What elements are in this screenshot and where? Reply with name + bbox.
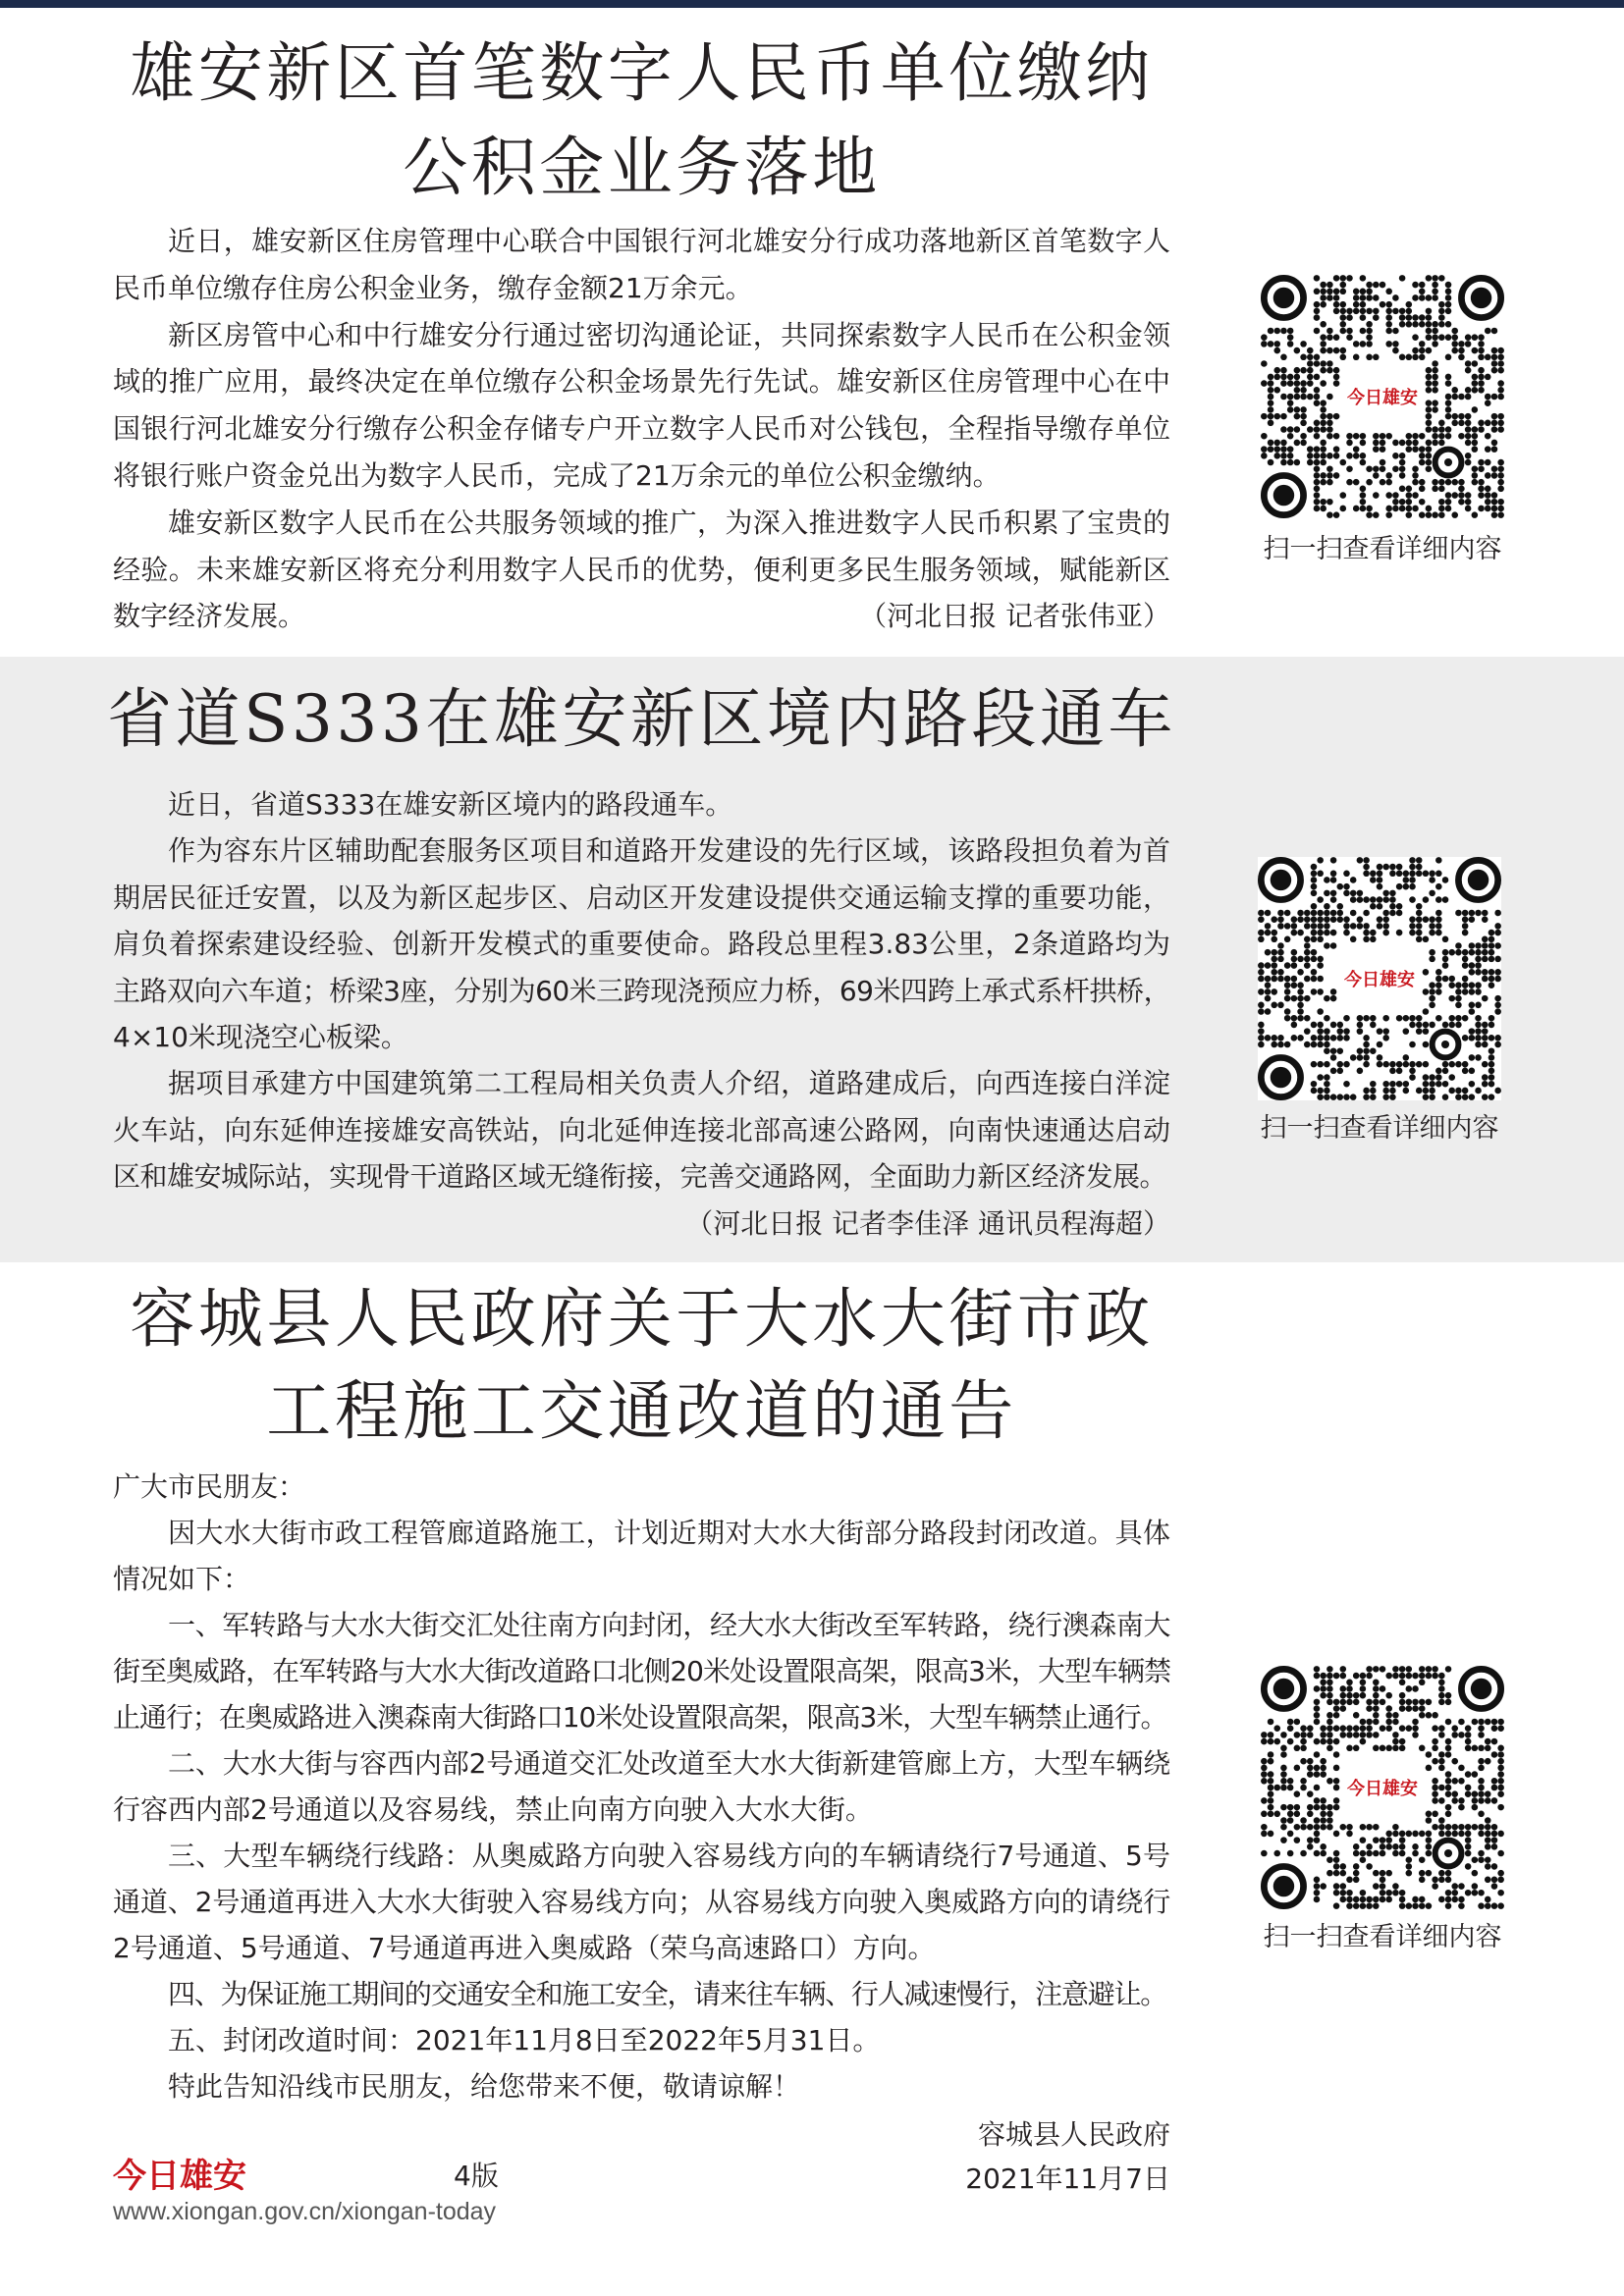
text-line: 作为容东片区辅助配套服务区项目和道路开发建设的先行区域，该路段担负着为首 (168, 834, 1170, 868)
text-line: 三、大型车辆绕行线路：从奥威路方向驶入容易线方向的车辆请绕行7号通道、5号 (168, 1840, 1170, 1872)
text-line: 4×10米现浇空心板梁。 (113, 1021, 408, 1054)
article-3-title (15, 1273, 1269, 1458)
text-line: 近日，省道S333在雄安新区境内的路段通车。 (168, 788, 733, 821)
qr-logo-text: 今日雄安 (1344, 970, 1415, 990)
top-bar (0, 0, 1624, 8)
qr-caption: 扫一扫查看详细内容 (1260, 1113, 1499, 1144)
text-line: 特此告知沿线市民朋友，给您带来不便，敬请谅解！ (168, 2070, 801, 2103)
text-line: 一、军转路与大水大街交汇处往南方向封闭，经大水大街改至军转路，绕行澳森南大 (168, 1609, 1170, 1641)
qr-finder-dot (1273, 485, 1294, 506)
qr-alignment-dot (1444, 458, 1452, 466)
article-3-body (113, 1464, 1170, 2109)
text-line: 民币单位缴存住房公积金业务，缴存金额21万余元。 (113, 271, 753, 304)
paragraph (113, 500, 1170, 640)
text-line: 街至奥威路，在军转路与大水大街改道路口北侧20米处设置限高架，限高3米，大型车辆禁 (113, 1655, 1170, 1687)
text-line: 二、大水大街与容西内部2号通道交汇处改道至大水大街新建管廊上方，大型车辆绕 (168, 1747, 1170, 1780)
text-line-with-source (113, 593, 1170, 640)
text-line: 国银行河北雄安分行缴存公积金存储专户开立数字人民币对公钱包，全程指导缴存单位 (113, 412, 1170, 446)
title-line: 雄安新区首笔数字人民币单位缴纳 (130, 35, 1154, 111)
qr-code (1261, 1666, 1504, 1909)
paragraph (113, 1740, 1170, 1833)
paragraph (113, 1602, 1170, 1740)
text-line: 2号通道、5号通道、7号通道再进入奥威路（荣乌高速路口）方向。 (113, 1932, 936, 1964)
text-line: 数字经济发展。 (113, 600, 306, 633)
article-source: （河北日报 记者张伟亚） (859, 600, 1170, 633)
qr-caption: 扫一扫查看详细内容 (1263, 534, 1502, 564)
qr-alignment-dot (1444, 1849, 1452, 1857)
text-line: 近日，雄安新区住房管理中心联合中国银行河北雄安分行成功落地新区首笔数字人 (168, 225, 1170, 257)
qr-code (1258, 857, 1501, 1100)
article-1-body (113, 218, 1170, 640)
qr-finder-dot (1273, 1876, 1294, 1896)
text-line: 五、封闭改道时间：2021年11月8日至2022年5月31日。 (168, 2024, 881, 2056)
qr-finder-dot (1271, 870, 1291, 890)
text-line: 域的推广应用，最终决定在单位缴存公积金场景先行先试。雄安新区住房管理中心在中 (113, 365, 1170, 399)
signature-date: 2021年11月7日 (965, 2163, 1170, 2195)
qr-logo-text: 今日雄安 (1347, 388, 1418, 408)
qr-finder-dot (1471, 1679, 1491, 1699)
article-source: （河北日报 记者李佳泽 通讯员程海超） (685, 1206, 1170, 1240)
newspaper-logo: 今日雄安 (113, 2157, 246, 2196)
text-line: 通道、2号通道再进入大水大街驶入容易线方向；从容易线方向驶入奥威路方向的请绕行 (113, 1886, 1170, 1918)
title-line: 省道S333在雄安新区境内路段通车 (107, 681, 1176, 757)
qr-finder-dot (1273, 288, 1294, 308)
article-2-title (15, 672, 1269, 767)
text-line: 行容西内部2号通道以及容易线，禁止向南方向驶入大水大街。 (113, 1793, 873, 1826)
qr-finder-dot (1471, 288, 1491, 308)
text-line: 止通行；在奥威路进入澳森南大街路口10米处设置限高架，限高3米，大型车辆禁止通行。 (113, 1701, 1167, 1734)
signature (113, 2112, 1170, 2201)
text-line: 因大水大街市政工程管廊道路施工，计划近期对大水大街部分路段封闭改道。具体 (168, 1517, 1170, 1549)
title-line: 公积金业务落地 (403, 130, 881, 205)
text-line: 肩负着探索建设经验、创新开发模式的重要使命。路段总里程3.83公里，2条道路均为 (113, 928, 1170, 961)
text-line: 将银行账户资金兑出为数字人民币，完成了21万余元的单位公积金缴纳。 (113, 458, 1001, 492)
text-line: 期居民征迁安置，以及为新区起步区、启动区开发建设提供交通运输支撑的重要功能， (113, 881, 1170, 914)
paragraph (113, 218, 1170, 312)
footer-url: www.xiongan.gov.cn/xiongan-today (113, 2198, 497, 2225)
paragraph (113, 312, 1170, 500)
paragraph (113, 1833, 1170, 1971)
paragraph (113, 1060, 1170, 1200)
paragraph (113, 2063, 1170, 2109)
paragraph (113, 2017, 1170, 2063)
text-line: 火车站，向东延伸连接雄安高铁站，向北延伸连接北部高速公路网，向南快速通达启动 (113, 1113, 1170, 1147)
signature-org: 容城县人民政府 (977, 2118, 1170, 2151)
title-line: 容城县人民政府关于大水大街市政 (130, 1281, 1154, 1357)
title-line: 工程施工交通改道的通告 (266, 1373, 1017, 1449)
qr-finder-dot (1271, 1067, 1291, 1088)
text-line: 新区房管中心和中行雄安分行通过密切沟通论证，共同探索数字人民币在公积金领 (168, 318, 1170, 351)
qr-alignment-dot (1441, 1041, 1449, 1048)
salutation: 广大市民朋友： (113, 1470, 306, 1503)
page-number: 4版 (454, 2160, 499, 2192)
article-1-title (15, 27, 1269, 215)
text-line: 雄安新区数字人民币在公共服务领域的推广，为深入推进数字人民币积累了宝贵的 (168, 506, 1170, 539)
qr-caption: 扫一扫查看详细内容 (1263, 1922, 1502, 1952)
article-2-body (113, 781, 1170, 1247)
paragraph (113, 781, 1170, 828)
text-line: 主路双向六车道；桥梁3座，分别为60米三跨现浇预应力桥，69米四跨上承式系杆拱桥， (113, 974, 1170, 1007)
qr-logo-text: 今日雄安 (1347, 1779, 1418, 1799)
text-line: 区和雄安城际站，实现骨干道路区域无缝衔接，完善交通路网，全面助力新区经济发展。 (113, 1160, 1167, 1194)
text-line: 情况如下： (113, 1563, 251, 1595)
qr-finder-dot (1468, 870, 1489, 890)
text-line: 据项目承建方中国建筑第二工程局相关负责人介绍，道路建成后，向西连接白洋淀 (168, 1067, 1170, 1100)
text-line: 经验。未来雄安新区将充分利用数字人民币的优势，便利更多民生服务领域，赋能新区 (113, 553, 1170, 586)
text-line: 四、为保证施工期间的交通安全和施工安全，请来往车辆、行人减速慢行，注意避让。 (168, 1978, 1166, 2010)
qr-finder-dot (1273, 1679, 1294, 1699)
qr-code (1261, 275, 1504, 518)
paragraph (113, 1971, 1170, 2017)
paragraph (113, 1510, 1170, 1602)
paragraph (113, 828, 1170, 1060)
